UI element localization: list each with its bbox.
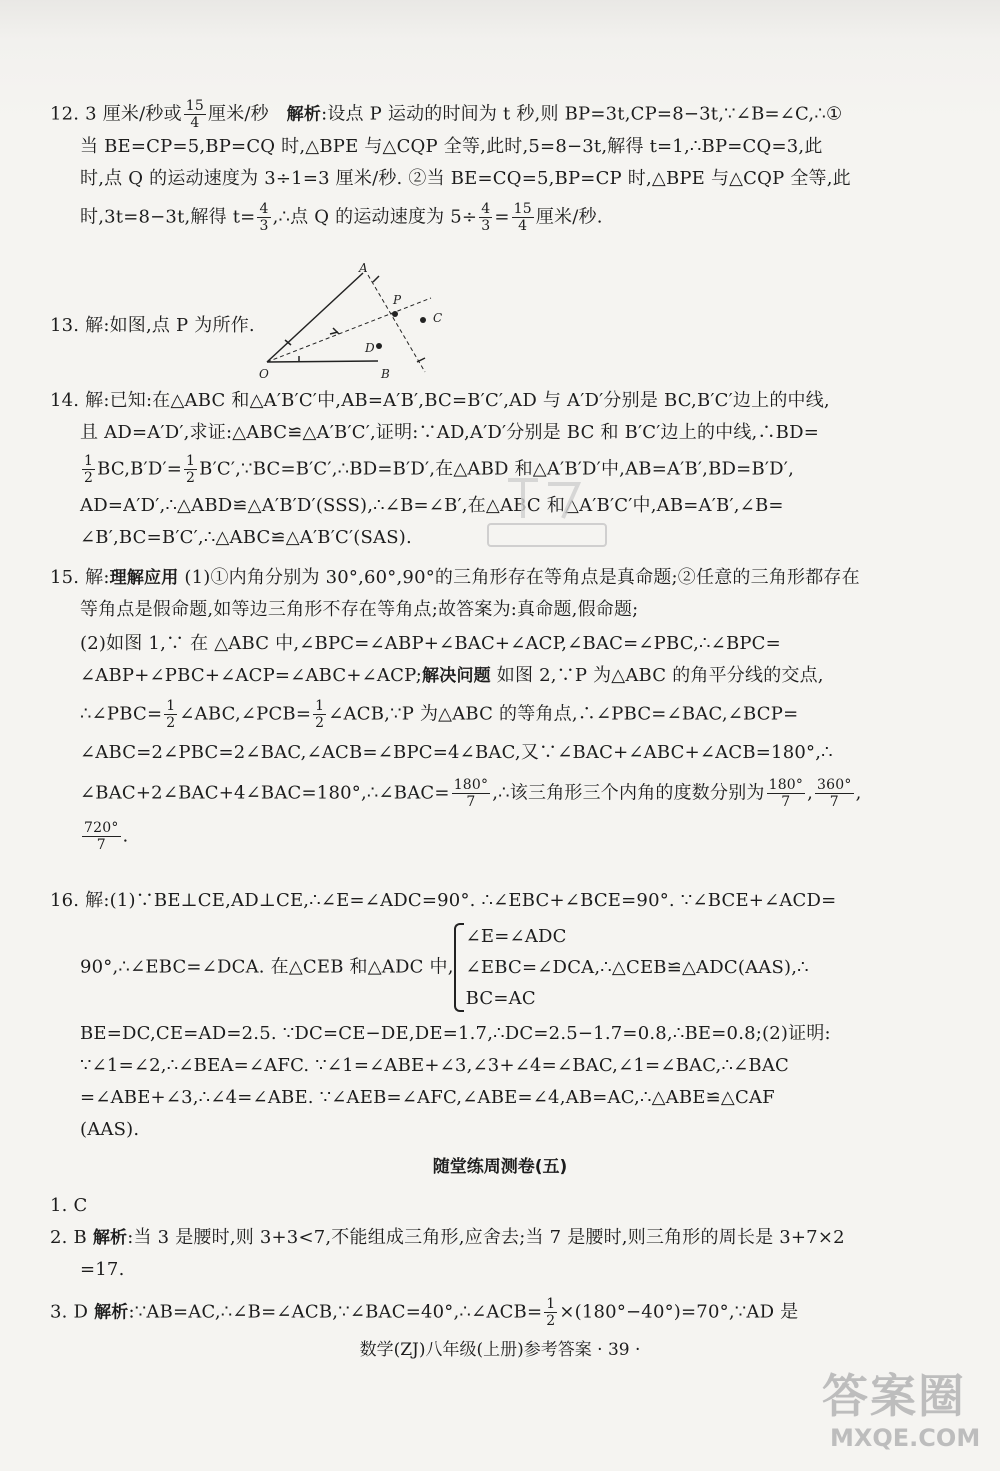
- section-title: 随堂练周测卷(五): [432, 1157, 568, 1177]
- q16-block: 16. 解:(1)∵BE⊥CE,AD⊥CE,∴∠E=∠ADC=90°. ∴∠EBC+∠BCE=90°. ∵∠BCE+∠ACD= 90°,∴∠EBC=∠DCA. 在△CEB 和△ADC 中, ∠E=∠ADC ∠EBC=∠DCA,∴△CEB≌△ADC(AAS),∴ BC=AC BE=DC,CE=AD=2.5. ∵DC=CE−DE,DE=1.7,∴DC=2.5−1.7=0.8,∴BE=0.8;(2)证明: ∵∠1=∠2,∴∠BEA=∠AFC. ∵∠1=∠ABE+∠3,∠3+∠4=∠BAC,∠1=∠BAC,∴∠BAC =∠ABE+∠3,∴∠4=∠ABE. ∵∠AEB=∠AFC,∠ABE=∠4,AB=AC,∴△ABE≌△CAF (AAS).: [50, 890, 837, 1140]
- q15-block: 15. 解:理解应用 (1)①内角分别为 30°,60°,90°的三角形存在等角点是真命题;②任意的三角形都存在 等角点是假命题,如等边三角形不存在等角点;故答案为:真命题,假命题; (2)如图 1,∵ 在 △ABC 中,∠BPC=∠ABP+∠BAC+∠ACP,∠BAC=∠PBC,∴∠BPC= ∠ABP+∠PBC+∠ACP=∠ABC+∠ACP;解决问题 如图 2,∵P 为△ABC 的角平分线的交点, ∴∠PBC= $\frac{1}{2}$ ∠ABC,∠PCB= $\frac{1}{2}$ ∠ACB,∵P 为△ABC 的等角点,∴∠PBC=∠BAC,∠BCP= ∠ABC=2∠PBC=2∠BAC,∠ACB=∠BPC=4∠BAC,又∵∠BAC+∠ABC+∠ACB=180°,∴ ∠BAC+2∠BAC+4∠BAC=180°,∴∠BAC= $\frac{180^\circ}{7}$ ,∴该三角形三个内角的度数分别为 $\frac{180^\circ}{7}$ , $\frac{360^\circ}{7}$ , $\frac{720^\circ}{7}$ .: [50, 562, 910, 853]
- label-C: C: [433, 311, 443, 325]
- q13-text: 13. 解:如图,点 P 为所作.: [50, 315, 255, 336]
- answers-block: 1. C 2. B 解析:当 3 是腰时,则 3+3<7,不能组成三角形,应舍去;当 7 是腰时,则三角形的周长是 3+7×2 =17. 3. D 解析:∵AB=AC,∴∠B=∠ACB,∵∠BAC=40°,∴∠ACB= $\frac{1}{2}$ ×(180°−40°)=70°,∵AD 是: [50, 1190, 910, 1329]
- label-D: D: [365, 341, 375, 355]
- stamp-mark: [478, 470, 614, 562]
- q12-line2: 当 BE=CP=5,BP=CQ 时,△BPE 与△CQP 全等,此时,5=8−3t,解得 t=1,∴BP=CQ=3,此: [80, 136, 823, 157]
- q15-line4: ∠ABP+∠PBC+∠ACP=∠ABC+∠ACP;解决问题 如图 2,∵P 为△ABC 的角平分线的交点,: [80, 665, 824, 686]
- q15-tag-apply: 理解应用: [109, 568, 179, 588]
- label-O: O: [259, 367, 269, 381]
- q13-construction-figure: [255, 262, 455, 382]
- q14-block: 14. 解:已知:在△ABC 和△A′B′C′中,AB=A′B′,BC=B′C′,AD 与 A′D′分别是 BC,B′C′边上的中线, 且 AD=A′D′,求证:△ABC≌△A′B′C′,证明:∵AD,A′D′分别是 BC 和 B′C′边上的中线,∴BD= $\frac{1}{2}$ BC,B′D′= $\frac{1}{2}$ B′C′,∵BC=B′C′,∴BD=B′D′,在△ABD 和△A′B′D′中,AB=A′B′,BD=B′D′, AD=A′D′,∴△ABD≌△A′B′D′(SSS),∴∠B=∠B′,在△ABC 和△A′B′C′中,AB=A′B′,∠B= ∠B′,BC=B′C′,∴△ABC≌△A′B′C′(SAS).: [50, 390, 830, 548]
- page-footer: 数学(ZJ)八年级(上册)参考答案 · 39 ·: [359, 1340, 641, 1360]
- answer-3: 3. D 解析:∵AB=AC,∴∠B=∠ACB,∵∠BAC=40°,∴∠ACB= $\frac{1}{2}$ ×(180°−40°)=70°,∵AD 是: [50, 1296, 799, 1329]
- watermark-logo: 答案圈 MXQE.COM: [822, 1369, 981, 1452]
- answer-2: 2. B 解析:当 3 是腰时,则 3+3<7,不能组成三角形,应舍去;当 7 是腰时,则三角形的周长是 3+7×2: [50, 1227, 845, 1248]
- q12-frac-15-4: $\frac{15}{4}$: [185, 98, 205, 131]
- q12-line3: 时,点 Q 的运动速度为 3÷1=3 厘米/秒. ②当 BE=CQ=5,BP=CP 时,△BPE 与△CQP 全等,此: [80, 168, 851, 189]
- label-B: B: [381, 367, 390, 381]
- answer-1: 1. C: [50, 1195, 88, 1216]
- label-A: A: [359, 262, 368, 275]
- label-P: P: [393, 293, 402, 307]
- q16-brace-system: ∠E=∠ADC ∠EBC=∠DCA,∴△CEB≌△ADC(AAS),∴ BC=AC: [454, 921, 809, 1014]
- q12-analysis-tag: 解析: [286, 104, 322, 125]
- q15-tag-solve: 解决问题: [422, 666, 491, 686]
- q12-block: 12. 3 厘米/秒或 $\frac{15}{4}$ 厘米/秒 解析:设点 P 运动的时间为 t 秒,则 BP=3t,CP=8−3t,∵∠B=∠C,∴① 当 BE=CP=5,BP=CQ 时,△BPE 与△CQP 全等,此时,5=8−3t,解得 t=1,∴BP=CQ=3,此 时,点 Q 的运动速度为 3÷1=3 厘米/秒. ②当 BE=CQ=5,BP=CP 时,△BPE 与△CQP 全等,此 时,3t=8−3t,解得 t= $\frac{4}{3}$ ,∴点 Q 的运动速度为 5÷ $\frac{4}{3}$ = $\frac{15}{4}$ 厘米/秒.: [50, 98, 910, 234]
- q12-line1-a: 12. 3 厘米/秒或: [50, 103, 182, 125]
